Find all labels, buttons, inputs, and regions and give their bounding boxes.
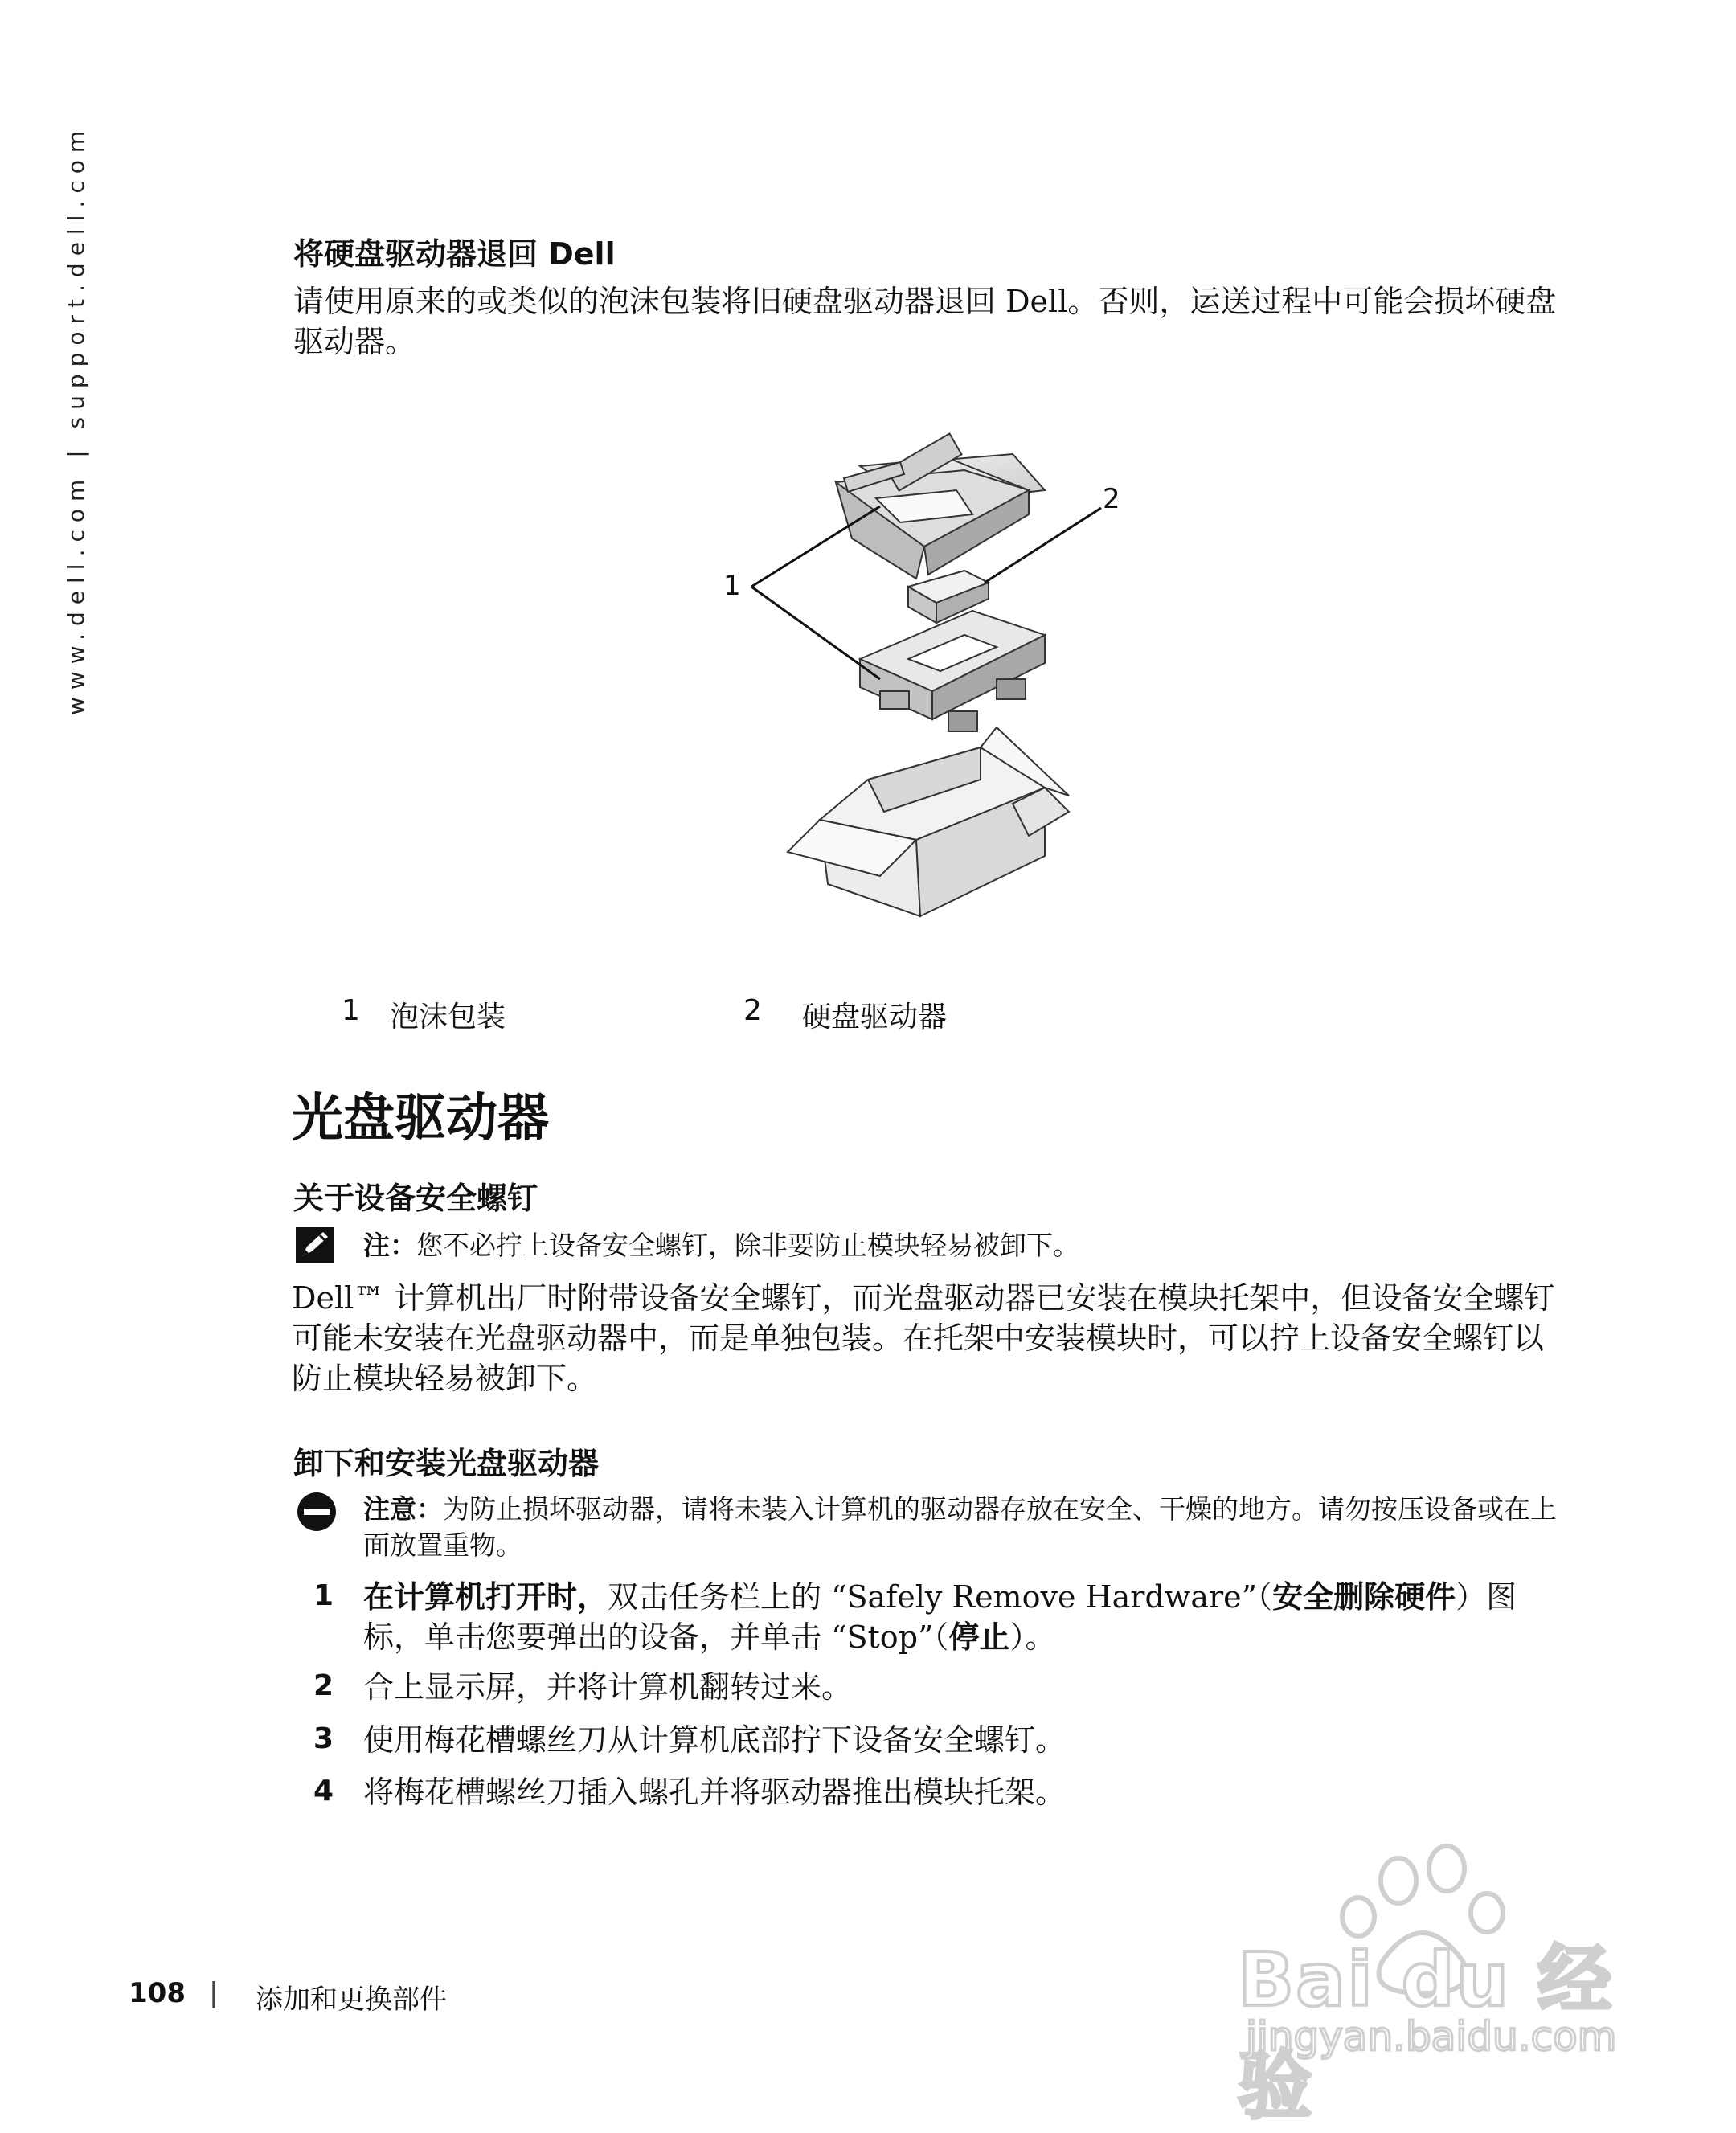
footer-chapter: 添加和更换部件 [256,1984,447,2016]
step-1-number: 1 [313,1579,334,1612]
note-label: 注： [363,1230,416,1261]
step-2-number: 2 [313,1669,334,1702]
optical-drive-heading: 光盘驱动器 [292,1089,549,1148]
caption-2-num: 2 [743,994,762,1027]
baidu-watermark [1238,1832,1656,2129]
step-1-text-c: ）。 [1009,1619,1056,1655]
notice-block [363,1491,1569,1563]
callout-1: 1 [723,570,741,602]
caption-1-num: 1 [342,994,360,1027]
footer-separator: | [209,1977,219,2009]
step-1-text-a: 双击任务栏上的 “Safely Remove Hardware”（ [608,1579,1273,1615]
notice-label: 注意： [363,1493,443,1525]
return-section-paragraph: 请使用原来的或类似的泡沫包装将旧硬盘驱动器退回 Dell。否则，运送过程中可能会损坏硬盘驱动器。 [293,284,1557,359]
cardboard-box [788,727,1069,916]
step-4-number: 4 [313,1775,334,1808]
callout-2: 2 [1103,483,1120,515]
notice-text: 为防止损坏驱动器，请将未装入计算机的驱动器存放在安全、干燥的地方。请勿按压设备或在上面放置重物。 [363,1493,1557,1561]
step-3-number: 3 [313,1722,334,1755]
bottom-foam-piece [860,611,1045,731]
note-text: 您不必拧上设备安全螺钉，除非要防止模块轻易被卸下。 [416,1230,1079,1261]
caption-1-label: 泡沫包装 [390,1001,506,1034]
note-block [363,1227,1553,1263]
foam-packaging-illustration [707,402,1157,932]
step-4-text: 将梅花槽螺丝刀插入螺孔并将驱动器推出模块托架。 [363,1775,1067,1810]
remove-section-title: 卸下和安装光盘驱动器 [293,1446,600,1481]
step-1-text-b: ）图标，单击您要弹出的设备，并单击 “Stop”（ [363,1579,1517,1655]
step-1-bold-lead: 在计算机打开时， [363,1578,608,1615]
top-foam-piece [836,434,1045,579]
caption-2-label: 硬盘驱动器 [802,1001,948,1034]
watermark-brand: Bai du 经验 [1238,1937,1614,2129]
notice-icon [296,1491,338,1537]
note-pencil-icon [296,1227,334,1267]
watermark-url: jingyan.baidu.com [1246,2013,1617,2060]
step-2-text: 合上显示屏，并将计算机翻转过来。 [363,1669,853,1705]
step-3-text: 使用梅花槽螺丝刀从计算机底部拧下设备安全螺钉。 [363,1722,1067,1758]
side-url: www.dell.com | support.dell.com [63,123,89,715]
step-1-bold-end: 停止 [948,1619,1010,1655]
page-number: 108 [129,1977,186,2009]
screw-section-title: 关于设备安全螺钉 [293,1181,538,1216]
step-1-text [363,1577,1569,1657]
return-section-title: 将硬盘驱动器退回 Dell [293,236,616,272]
step-1-bold-mid: 安全删除硬件 [1272,1578,1456,1615]
screw-paragraph: Dell™ 计算机出厂时附带设备安全螺钉，而光盘驱动器已安装在模块托架中，但设备安全螺钉可能未安装在光盘驱动器中，而是单独包装。在托架中安装模块时，可以拧上设备安全螺钉以防止模块轻易被卸下。 [292,1280,1555,1396]
